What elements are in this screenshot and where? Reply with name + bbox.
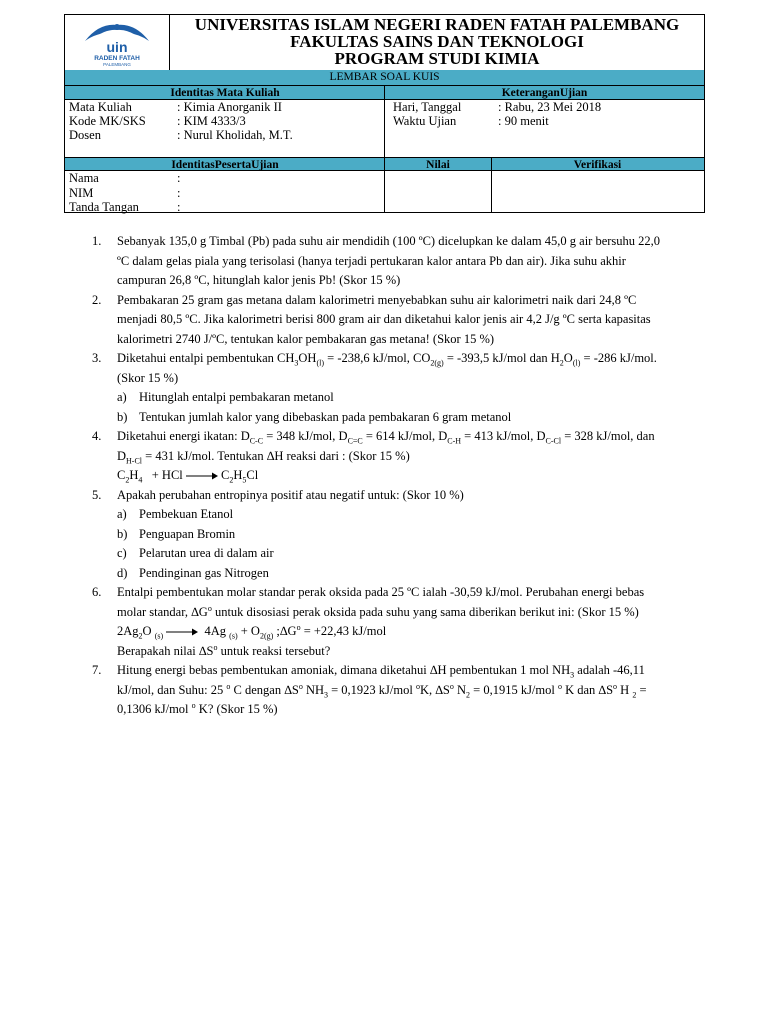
divider	[384, 86, 385, 157]
question-text: Diketahui entalpi pembentukan $CH_3OH_{(l)} = -238,6$ kJ/mol, $CO_{2(g)} = -393,5$ kJ/mol dan $H_2O_{(l)} = -286$ kJ/mol.	[117, 351, 657, 368]
question-text: kalorimetri 2740 J/ºC, tentukan kalor pembakaran gas metana! (Skor 15 %)	[117, 331, 495, 346]
dosen-value: : Nurul Kholidah, M.T.	[177, 128, 293, 142]
mk-label: Mata Kuliah	[69, 100, 132, 114]
university-name: UNIVERSITAS ISLAM NEGERI RADEN FATAH PALEMBANG	[194, 15, 680, 34]
question-5	[92, 486, 734, 584]
col-nilai: Nilai	[426, 159, 450, 171]
question-1	[92, 232, 734, 291]
nim-label: NIM	[69, 186, 94, 200]
question-text: ºC dalam gelas piala yang terisolasi (hanya terjadi pertukaran kalor antara Pb dan air). Jika suhu akhir	[117, 253, 626, 268]
question-text: Hitung energi bebas pembentukan amoniak, dimana diketahui ∆H pembentukan 1 mol $NH_3$ adalah -46,11	[117, 663, 645, 680]
question-number: 3.	[92, 351, 102, 365]
divider	[491, 157, 492, 213]
kode-value: : KIM 4333/3	[177, 114, 246, 128]
question-7	[92, 661, 734, 720]
logo-cell	[65, 15, 170, 70]
question-text: Diketahui energi ikatan: $D_{C-C} = 348$ kJ/mol, $D_{C=C} = 614$ kJ/mol, $D_{C-H} = 413$ kJ/mol, $D_{C-Cl} = 328$ kJ/mol, dan	[117, 429, 655, 446]
sheet-title-bar	[65, 70, 704, 86]
question-number: 4.	[92, 429, 102, 443]
ttd-colon: :	[177, 200, 181, 214]
program-name: PROGRAM STUDI KIMIA	[334, 49, 540, 68]
question-number: 7.	[92, 663, 102, 677]
uin-logo-icon	[77, 19, 157, 67]
sheet-title: LEMBAR SOAL KUIS	[329, 71, 440, 83]
question-text: Pembakaran 25 gram gas metana dalam kalorimetri menyebabkan suhu air kalorimetri naik dari 24,8 ºC	[117, 292, 637, 307]
question-2	[92, 291, 734, 350]
sub-question: a) Pembekuan Etanol	[117, 507, 234, 521]
header-top	[65, 15, 704, 71]
faculty-name: FAKULTAS SAINS DAN TEKNOLOGI	[290, 32, 584, 51]
question-number: 1.	[92, 234, 102, 248]
reaction-arrow-icon	[166, 628, 198, 636]
question-text: molar standar, $\Delta G^o$ untuk disosiasi perak oksida pada suhu yang sama diberikan berikut ini: (Skor 15 %)	[117, 603, 639, 619]
question-text: 0,1306 kJ/mol $^o$ K? (Skor 15 %)	[117, 700, 278, 716]
question-text: (Skor 15 %)	[117, 370, 179, 385]
reaction-equation: $C_2H_4$ + HCl $C_2H_5Cl$	[117, 468, 259, 485]
sub-question: d) Pendinginan gas Nitrogen	[117, 565, 269, 580]
col-identitas: Identitas Mata Kuliah	[170, 87, 280, 99]
mk-value: : Kimia Anorganik II	[177, 100, 282, 114]
question-list	[92, 232, 734, 720]
question-text: kJ/mol, dan Suhu: 25 $^o$ C dengan $\Delta S^o$ $NH_3 = 0,1923$ kJ/mol $^o$K, $\Delta S^o$ $N_2 = 0,1915$ kJ/mol $^o$ K dan $\Delta S^o$ H $_2$ =	[117, 681, 647, 699]
hari-label: Hari, Tanggal	[393, 100, 462, 114]
col-verifikasi: Verifikasi	[573, 159, 622, 171]
nama-label: Nama	[69, 171, 99, 185]
institution-block	[170, 15, 704, 70]
question-text: Sebanyak 135,0 g Timbal (Pb) pada suhu air mendidih (100 ºC) dicelupkan ke dalam 45,0 g air bersuhu 22,0	[117, 234, 661, 248]
question-text: Apakah perubahan entropinya positif atau negatif untuk: (Skor 10 %)	[117, 487, 464, 502]
col-peserta: IdentitasPesertaUjian	[171, 159, 279, 171]
question-text: menjadi 80,5 ºC. Jika kalorimetri berisi 800 gram air dan diketahui kalor jenis air 4,2 J/g ºC serta kapasitas	[117, 312, 651, 326]
question-number: 5.	[92, 487, 102, 502]
dosen-label: Dosen	[69, 128, 101, 142]
sub-question: b) Tentukan jumlah kalor yang dibebaskan pada pembakaran 6 gram metanol	[117, 409, 512, 424]
waktu-label: Waktu Ujian	[393, 114, 457, 128]
question-4	[92, 427, 734, 486]
question-number: 6.	[92, 585, 102, 599]
logo-sub1: RADEN FATAH	[94, 55, 140, 62]
divider	[384, 157, 385, 213]
hari-value: : Rabu, 23 Mei 2018	[498, 100, 602, 114]
reaction-equation: $2Ag_2O$ $_{(s)}$ 4Ag $_{(s)} + O_{2(g)}$ $;\Delta G^o = +22,43$ kJ/mol	[117, 622, 387, 641]
nama-colon: :	[177, 171, 181, 185]
ttd-label: Tanda Tangan	[69, 200, 139, 214]
waktu-value: : 90 menit	[498, 114, 549, 128]
question-text: Entalpi pembentukan molar standar perak oksida pada 25 ºC ialah -30,59 kJ/mol. Perubahan energi bebas	[117, 585, 645, 599]
logo-text: uin	[106, 39, 128, 55]
kode-label: Kode MK/SKS	[69, 114, 146, 128]
question-3	[92, 349, 734, 427]
col-keterangan: KeteranganUjian	[501, 87, 588, 99]
sub-question: a) Hitunglah entalpi pembakaran metanol	[117, 390, 334, 404]
sub-question: b) Penguapan Bromin	[117, 526, 236, 541]
nim-colon: :	[177, 186, 181, 200]
question-number: 2.	[92, 292, 102, 307]
question-text: Berapakah nilai $\Delta S^o$ untuk reaksi tersebut?	[117, 642, 331, 658]
question-text: $D_{H-Cl} = 431$ kJ/mol. Tentukan ∆H reaksi dari : (Skor 15 %)	[117, 448, 410, 465]
sub-question: c) Pelarutan urea di dalam air	[117, 546, 274, 560]
reaction-arrow-icon	[186, 472, 218, 480]
question-text: campuran 26,8 ºC, hitunglah kalor jenis Pb! (Skor 15 %)	[117, 273, 401, 287]
header-table	[64, 14, 705, 213]
logo-sub2: PALEMBANG	[103, 62, 131, 67]
question-6	[92, 583, 734, 661]
